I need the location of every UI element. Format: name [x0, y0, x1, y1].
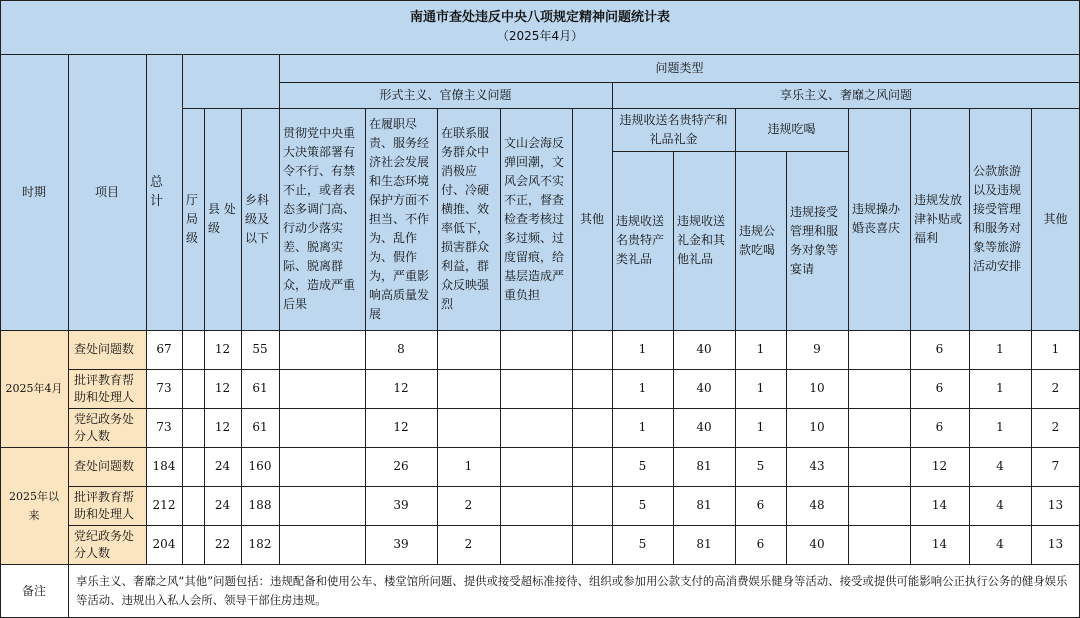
table-cell: 1	[612, 369, 673, 408]
grid-line	[969, 108, 970, 564]
row-label: 党纪政务处分人数	[68, 408, 146, 447]
grid-line	[0, 564, 1080, 565]
header-xian-chu-ji: 县 处级	[204, 108, 241, 330]
note-label: 备注	[0, 564, 68, 618]
table-cell: 73	[146, 408, 182, 447]
table-cell: 6	[735, 486, 786, 525]
table-cell: 1	[1031, 330, 1080, 369]
grid-line	[241, 108, 242, 564]
table-cell	[437, 330, 500, 369]
table-cell	[279, 447, 365, 486]
header-xiang-ke-ji: 乡科级及以下	[241, 108, 279, 330]
grid-line	[572, 108, 573, 564]
table-cell: 61	[241, 369, 279, 408]
table-cell: 24	[204, 447, 241, 486]
table-cell	[500, 369, 572, 408]
table-cell: 40	[673, 408, 735, 447]
table-cell	[182, 408, 204, 447]
table-cell: 26	[365, 447, 437, 486]
table-cell	[572, 447, 612, 486]
table-cell: 212	[146, 486, 182, 525]
table-cell: 2	[1031, 369, 1080, 408]
grid-line	[0, 447, 1080, 448]
table-cell: 1	[969, 330, 1031, 369]
grid-line	[68, 486, 1080, 487]
table-cell	[437, 369, 500, 408]
table-cell	[500, 408, 572, 447]
header-weddings-funerals: 违规操办婚丧喜庆	[848, 108, 910, 330]
table-cell: 14	[910, 525, 969, 564]
header-gift-group: 违规收送名贵特产和礼品礼金	[612, 108, 735, 151]
table-cell: 81	[673, 486, 735, 525]
row-label: 党纪政务处分人数	[68, 525, 146, 564]
table-cell: 12	[365, 408, 437, 447]
table-cell: 5	[735, 447, 786, 486]
table-cell: 2	[437, 525, 500, 564]
header-problem-type: 问题类型	[279, 54, 1080, 82]
table-cell: 13	[1031, 486, 1080, 525]
grid-line	[0, 54, 1080, 55]
table-cell: 48	[786, 486, 848, 525]
table-cell	[848, 369, 910, 408]
header-formalism: 形式主义、官僚主义问题	[279, 82, 612, 108]
header-ting-ju-ji: 厅局级	[182, 108, 204, 330]
table-cell: 6	[735, 525, 786, 564]
table-cell: 12	[910, 447, 969, 486]
table-cell: 10	[786, 369, 848, 408]
header-period: 时期	[0, 54, 68, 330]
period-cell-april: 2025年4月	[0, 330, 68, 447]
table-cell	[572, 330, 612, 369]
table-cell: 39	[365, 486, 437, 525]
grid-line	[146, 54, 147, 564]
table-cell	[572, 486, 612, 525]
grid-line	[365, 108, 366, 564]
table-cell: 188	[241, 486, 279, 525]
table-cell: 184	[146, 447, 182, 486]
table-cell	[848, 486, 910, 525]
table-cell: 7	[1031, 447, 1080, 486]
grid-line	[279, 82, 1080, 83]
table-cell: 4	[969, 525, 1031, 564]
grid-line	[612, 82, 613, 564]
table-cell: 81	[673, 447, 735, 486]
table-title-cell	[0, 0, 1080, 54]
grid-line	[204, 108, 205, 564]
table-cell	[182, 447, 204, 486]
grid-line	[1031, 108, 1032, 564]
table-cell: 24	[204, 486, 241, 525]
table-cell: 67	[146, 330, 182, 369]
table-cell: 182	[241, 525, 279, 564]
header-formalism-3: 在联系服务群众中消极应付、冷硬横推、效率低下，损害群众利益，群众反映强烈	[437, 108, 500, 330]
table-cell: 40	[673, 369, 735, 408]
table-cell	[500, 486, 572, 525]
grid-line	[68, 408, 1080, 409]
row-label: 批评教育帮助和处理人	[68, 486, 146, 525]
header-formalism-2: 在履职尽责、服务经济社会发展和生态环境保护方面不担当、不作为、乱作为、假作为，严重影响高质量发展	[365, 108, 437, 330]
grid-line	[68, 525, 1080, 526]
table-cell	[848, 447, 910, 486]
header-accept-banquet: 违规接受管理和服务对象等宴请	[786, 151, 848, 330]
table-cell: 9	[786, 330, 848, 369]
table-cell: 204	[146, 525, 182, 564]
grid-line	[0, 330, 1080, 331]
table-cell	[279, 525, 365, 564]
header-gift-money: 违规收送礼金和其他礼品	[673, 151, 735, 330]
header-blank-top	[182, 54, 279, 108]
grid-line	[848, 108, 849, 564]
table-cell: 14	[910, 486, 969, 525]
grid-line	[735, 108, 736, 564]
table-cell: 2	[1031, 408, 1080, 447]
row-label: 批评教育帮助和处理人	[68, 369, 146, 408]
table-cell	[848, 525, 910, 564]
table-cell: 1	[612, 330, 673, 369]
header-hedonism: 享乐主义、奢靡之风问题	[612, 82, 1080, 108]
table-cell: 43	[786, 447, 848, 486]
grid-line	[0, 0, 1080, 1]
table-cell: 1	[437, 447, 500, 486]
table-cell: 2	[437, 486, 500, 525]
table-cell: 12	[204, 408, 241, 447]
table-cell: 5	[612, 486, 673, 525]
header-dining-group: 违规吃喝	[735, 108, 848, 151]
grid-line	[437, 108, 438, 564]
table-cell	[500, 447, 572, 486]
table-cell: 12	[204, 330, 241, 369]
table-cell: 1	[735, 330, 786, 369]
table-cell: 1	[969, 408, 1031, 447]
table-cell: 6	[910, 369, 969, 408]
header-formalism-other: 其他	[572, 108, 612, 330]
header-gift-specialty: 违规收送名贵特产类礼品	[612, 151, 673, 330]
grid-line	[910, 108, 911, 564]
table-cell	[848, 330, 910, 369]
header-public-travel: 公款旅游以及违规接受管理和服务对象等旅游活动安排	[969, 108, 1031, 330]
header-item: 项目	[68, 54, 146, 330]
table-cell: 61	[241, 408, 279, 447]
table-cell: 1	[612, 408, 673, 447]
period-cell-ytd: 2025年以来	[0, 447, 68, 564]
grid-line	[673, 151, 674, 564]
table-cell: 8	[365, 330, 437, 369]
row-label: 查处问题数	[68, 447, 146, 486]
grid-line	[612, 151, 848, 152]
table-cell	[437, 408, 500, 447]
table-cell: 12	[204, 369, 241, 408]
table-cell: 4	[969, 486, 1031, 525]
grid-line	[0, 0, 1, 618]
header-formalism-1: 贯彻党中央重大决策部署有令不行、有禁不止，或者表态多调门高、行动少落实差、脱离实际、脱离群众，造成严重后果	[279, 108, 365, 330]
table-cell: 40	[786, 525, 848, 564]
grid-line	[68, 369, 1080, 370]
grid-line	[279, 54, 280, 564]
table-cell	[848, 408, 910, 447]
table-title: 南通市查处违反中央八项规定精神问题统计表	[409, 10, 670, 25]
table-cell	[279, 486, 365, 525]
table-cell: 1	[735, 369, 786, 408]
table-cell: 81	[673, 525, 735, 564]
table-cell: 6	[910, 408, 969, 447]
grid-line	[786, 151, 787, 564]
table-cell	[572, 369, 612, 408]
table-cell	[182, 486, 204, 525]
table-cell: 5	[612, 447, 673, 486]
header-total: 总 计	[146, 54, 182, 330]
table-cell	[572, 525, 612, 564]
table-cell: 73	[146, 369, 182, 408]
note-text: 享乐主义、奢靡之风“其他”问题包括：违规配备和使用公车、楼堂馆所问题、提供或接受超标准接待、组织或参加用公款支付的高消费娱乐健身等活动、接受或提供可能影响公正执行公务的健身娱乐等活动、违规出入私人会所、领导干部住房违规。	[68, 564, 1080, 618]
table-cell: 4	[969, 447, 1031, 486]
table-cell: 22	[204, 525, 241, 564]
table-cell	[182, 330, 204, 369]
table-cell: 6	[910, 330, 969, 369]
table-cell	[572, 408, 612, 447]
table-cell	[182, 369, 204, 408]
table-cell: 1	[969, 369, 1031, 408]
table-cell: 39	[365, 525, 437, 564]
grid-line	[182, 108, 1080, 109]
table-cell	[500, 330, 572, 369]
table-cell: 1	[735, 408, 786, 447]
table-cell: 10	[786, 408, 848, 447]
table-subtitle: （2025年4月）	[496, 29, 584, 43]
grid-line	[500, 108, 501, 564]
header-formalism-4: 文山会海反弹回潮，文风会风不实不正，督查检查考核过多过频、过度留痕，给基层造成严重负担	[500, 108, 572, 330]
table-cell: 55	[241, 330, 279, 369]
header-hedonism-other: 其他	[1031, 108, 1080, 330]
table-cell	[279, 408, 365, 447]
table-cell: 5	[612, 525, 673, 564]
table-cell	[279, 369, 365, 408]
row-label: 查处问题数	[68, 330, 146, 369]
header-public-dining: 违规公款吃喝	[735, 151, 786, 330]
header-allowances: 违规发放津补贴或福利	[910, 108, 969, 330]
grid-line	[68, 54, 69, 618]
table-cell	[182, 525, 204, 564]
grid-line	[182, 54, 183, 564]
table-cell: 160	[241, 447, 279, 486]
table-cell: 13	[1031, 525, 1080, 564]
table-cell: 40	[673, 330, 735, 369]
table-cell	[279, 330, 365, 369]
table-cell: 12	[365, 369, 437, 408]
table-cell	[500, 525, 572, 564]
